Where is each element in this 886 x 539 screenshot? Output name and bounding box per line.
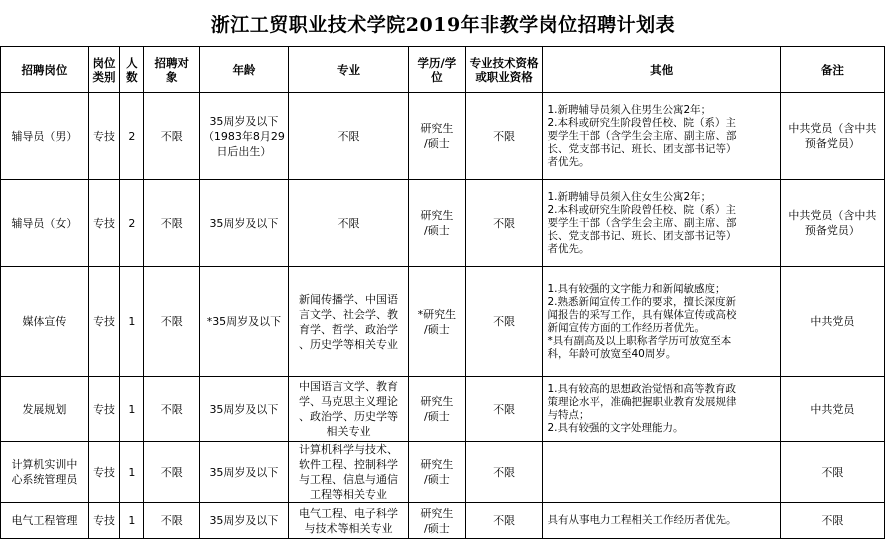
cell-other-line: 2.本科或研究生阶段曾任校、院（系）主 bbox=[547, 203, 736, 216]
cell-position-line: 电气工程管理 bbox=[11, 514, 78, 527]
cell-age bbox=[200, 93, 289, 180]
cell-degree bbox=[409, 377, 466, 442]
cell-degree bbox=[409, 180, 466, 267]
cell-major-line: 言文学、社会学、教 bbox=[299, 307, 398, 321]
cell-count: 2 bbox=[120, 180, 144, 267]
cell-degree bbox=[409, 267, 466, 377]
cell-remark bbox=[780, 267, 884, 377]
cell-count: 1 bbox=[120, 503, 144, 539]
cell-age-line: 35周岁及以下 bbox=[209, 465, 279, 479]
cell-other-line: 要学生干部（含学生会主席、副主席、部 bbox=[547, 129, 737, 142]
cell-position bbox=[1, 267, 89, 377]
cell-category: 专技 bbox=[88, 267, 119, 377]
cell-age bbox=[200, 377, 289, 442]
cell-remark-line: 预备党员） bbox=[804, 137, 860, 150]
cell-other-line: 者优先。 bbox=[547, 155, 590, 168]
cell-other-line: 长、党支部书记、班长、团支部书记等） bbox=[547, 142, 737, 155]
cell-degree-line: *研究生 bbox=[417, 307, 457, 321]
cell-qualification: 不限 bbox=[465, 503, 543, 539]
cell-major-line: 与技术等相关专业 bbox=[304, 521, 393, 535]
cell-age bbox=[200, 503, 289, 539]
cell-degree bbox=[409, 93, 466, 180]
cell-other-line: 1.具有较高的思想政治觉悟和高等教育政 bbox=[547, 383, 736, 395]
cell-major-line: 与工程、信息与通信 bbox=[299, 473, 398, 486]
header-position: 招聘岗位 bbox=[1, 47, 89, 93]
cell-remark bbox=[780, 180, 884, 267]
cell-remark bbox=[780, 442, 884, 503]
cell-major bbox=[288, 442, 408, 503]
cell-degree-line: 研究生 bbox=[420, 209, 454, 222]
cell-count: 1 bbox=[120, 377, 144, 442]
cell-category: 专技 bbox=[88, 442, 119, 503]
cell-other-line: 闻报告的采写工作，具有媒体宣传或高校 bbox=[547, 308, 737, 321]
table-row bbox=[1, 180, 885, 267]
cell-count: 1 bbox=[120, 442, 144, 503]
header-count: 人 数 bbox=[120, 47, 144, 93]
cell-major-line: 工程等相关专业 bbox=[310, 488, 387, 501]
cell-position-line: 计算机实训中 bbox=[11, 458, 78, 471]
cell-degree-line: /硕士 bbox=[424, 521, 450, 535]
cell-degree-line: 研究生 bbox=[420, 395, 454, 408]
header-other: 其他 bbox=[543, 47, 780, 93]
cell-remark-line: 中共党员 bbox=[810, 402, 855, 416]
cell-major-line: 新闻传播学、中国语 bbox=[299, 292, 398, 306]
cell-target: 不限 bbox=[144, 442, 200, 503]
cell-degree-line: /硕士 bbox=[424, 410, 450, 423]
table-row bbox=[1, 442, 885, 503]
cell-degree-line: /硕士 bbox=[424, 473, 450, 486]
header-qualification: 专业技术资格 或职业资格 bbox=[465, 47, 543, 93]
cell-degree-line: 研究生 bbox=[420, 122, 454, 135]
cell-category: 专技 bbox=[88, 377, 119, 442]
cell-degree-line: /硕士 bbox=[424, 137, 450, 150]
header-remark: 备注 bbox=[780, 47, 884, 93]
cell-qualification: 不限 bbox=[465, 377, 543, 442]
cell-other-line: 要学生干部（含学生会主席、副主席、部 bbox=[547, 216, 737, 229]
cell-other-line: 策理论水平，准确把握职业教育发展规律 bbox=[547, 396, 737, 408]
cell-major-line: 育学、哲学、政治学 bbox=[299, 322, 398, 336]
cell-position bbox=[1, 442, 89, 503]
cell-other-line: 2.熟悉新闻宣传工作的要求，擅长深度新 bbox=[547, 295, 736, 308]
cell-qualification: 不限 bbox=[465, 180, 543, 267]
cell-major-line: 电气工程、电子科学 bbox=[299, 506, 398, 520]
cell-qualification: 不限 bbox=[465, 442, 543, 503]
recruitment-plan-table bbox=[0, 46, 885, 539]
cell-remark-line: 中共党员（含中共 bbox=[788, 122, 877, 135]
cell-age-line: 日后出生） bbox=[216, 144, 272, 158]
header-row bbox=[1, 47, 885, 93]
cell-age-line: 35周岁及以下 bbox=[209, 402, 279, 416]
cell-target: 不限 bbox=[144, 93, 200, 180]
table-row bbox=[1, 377, 885, 442]
cell-position bbox=[1, 180, 89, 267]
cell-position bbox=[1, 93, 89, 180]
cell-major bbox=[288, 267, 408, 377]
cell-target: 不限 bbox=[144, 377, 200, 442]
cell-other bbox=[543, 377, 780, 442]
table-row bbox=[1, 503, 885, 539]
cell-degree bbox=[409, 503, 466, 539]
cell-other bbox=[543, 267, 780, 377]
cell-position-line: 发展规划 bbox=[22, 402, 67, 416]
cell-age-line: 35周岁及以下 bbox=[209, 216, 279, 230]
cell-other bbox=[543, 180, 780, 267]
cell-other bbox=[543, 503, 780, 539]
cell-major-line: 、历史学等相关专业 bbox=[299, 337, 398, 351]
cell-degree bbox=[409, 442, 466, 503]
cell-other-line: 科，年龄可放宽至40周岁。 bbox=[547, 347, 677, 360]
header-degree: 学历/学 位 bbox=[409, 47, 466, 93]
header-target: 招聘对 象 bbox=[144, 47, 200, 93]
cell-major-line: 计算机科学与技术、 bbox=[299, 443, 398, 456]
cell-other-line: 具有从事电力工程相关工作经历者优先。 bbox=[547, 514, 737, 526]
cell-position-line: 辅导员（女） bbox=[11, 216, 78, 230]
header-category: 岗位 类别 bbox=[88, 47, 119, 93]
cell-age-line: 35周岁及以下 bbox=[209, 114, 279, 128]
cell-other-line: 与特点； bbox=[547, 409, 590, 421]
cell-remark bbox=[780, 503, 884, 539]
cell-remark-line: 中共党员 bbox=[810, 315, 855, 328]
cell-age-line: （1983年8月29 bbox=[202, 129, 285, 143]
cell-other bbox=[543, 442, 780, 503]
cell-remark-line: 中共党员（含中共 bbox=[788, 209, 877, 222]
table-row bbox=[1, 93, 885, 180]
cell-category: 专技 bbox=[88, 503, 119, 539]
cell-remark-line: 不限 bbox=[821, 465, 844, 479]
cell-remark bbox=[780, 93, 884, 180]
cell-age-line: 35周岁及以下 bbox=[209, 514, 279, 527]
cell-other-line: 1.新聘辅导员须入住男生公寓2年； bbox=[547, 103, 712, 116]
cell-count: 2 bbox=[120, 93, 144, 180]
cell-position bbox=[1, 377, 89, 442]
cell-other-line: 1.具有较强的文字能力和新闻敏感度； bbox=[547, 282, 726, 295]
header-age: 年龄 bbox=[200, 47, 289, 93]
cell-age-line: *35周岁及以下 bbox=[206, 315, 282, 328]
cell-category: 专技 bbox=[88, 180, 119, 267]
cell-age bbox=[200, 180, 289, 267]
cell-position-line: 辅导员（男） bbox=[11, 129, 78, 143]
cell-qualification: 不限 bbox=[465, 93, 543, 180]
cell-target: 不限 bbox=[144, 180, 200, 267]
cell-degree-line: /硕士 bbox=[424, 322, 450, 336]
cell-major bbox=[288, 503, 408, 539]
cell-category: 专技 bbox=[88, 93, 119, 180]
cell-major bbox=[288, 180, 408, 267]
table-row bbox=[1, 267, 885, 377]
cell-major-line: 不限 bbox=[337, 216, 360, 230]
cell-major-line: 不限 bbox=[337, 129, 360, 143]
cell-major-line: 软件工程、控制科学 bbox=[299, 458, 398, 471]
cell-other-line: 2.本科或研究生阶段曾任校、院（系）主 bbox=[547, 116, 736, 129]
cell-major-line: 、政治学、历史学等 bbox=[299, 410, 398, 423]
cell-other-line: 长、党支部书记、班长、团支部书记等） bbox=[547, 229, 737, 242]
cell-major-line: 中国语言文学、教育 bbox=[299, 380, 398, 393]
cell-major bbox=[288, 377, 408, 442]
cell-age bbox=[200, 267, 289, 377]
cell-degree-line: 研究生 bbox=[420, 458, 454, 471]
cell-major bbox=[288, 93, 408, 180]
cell-target: 不限 bbox=[144, 503, 200, 539]
cell-remark-line: 预备党员） bbox=[804, 224, 860, 237]
header-major: 专业 bbox=[288, 47, 408, 93]
cell-major-line: 相关专业 bbox=[326, 425, 371, 438]
cell-other bbox=[543, 93, 780, 180]
cell-other-line: 新闻宣传方面的工作经历者优先。 bbox=[547, 321, 705, 334]
cell-age bbox=[200, 442, 289, 503]
cell-position bbox=[1, 503, 89, 539]
cell-major-line: 学、马克思主义理论 bbox=[299, 395, 398, 408]
cell-count: 1 bbox=[120, 267, 144, 377]
cell-remark bbox=[780, 377, 884, 442]
cell-other-line: 者优先。 bbox=[547, 242, 590, 255]
page-title: 浙江工贸职业技术学院2019年非教学岗位招聘计划表 bbox=[210, 13, 676, 36]
cell-remark-line: 不限 bbox=[821, 514, 844, 527]
cell-other-line: *具有副高及以上职称者学历可放宽至本 bbox=[547, 334, 732, 347]
cell-degree-line: /硕士 bbox=[424, 224, 450, 237]
cell-qualification: 不限 bbox=[465, 267, 543, 377]
cell-other-line: 1.新聘辅导员须入住女生公寓2年； bbox=[547, 190, 712, 203]
cell-position-line: 媒体宣传 bbox=[22, 315, 67, 328]
cell-position-line: 心系统管理员 bbox=[11, 473, 78, 486]
cell-degree-line: 研究生 bbox=[420, 506, 454, 520]
cell-other-line: 2.具有较强的文字处理能力。 bbox=[547, 422, 684, 434]
cell-target: 不限 bbox=[144, 267, 200, 377]
